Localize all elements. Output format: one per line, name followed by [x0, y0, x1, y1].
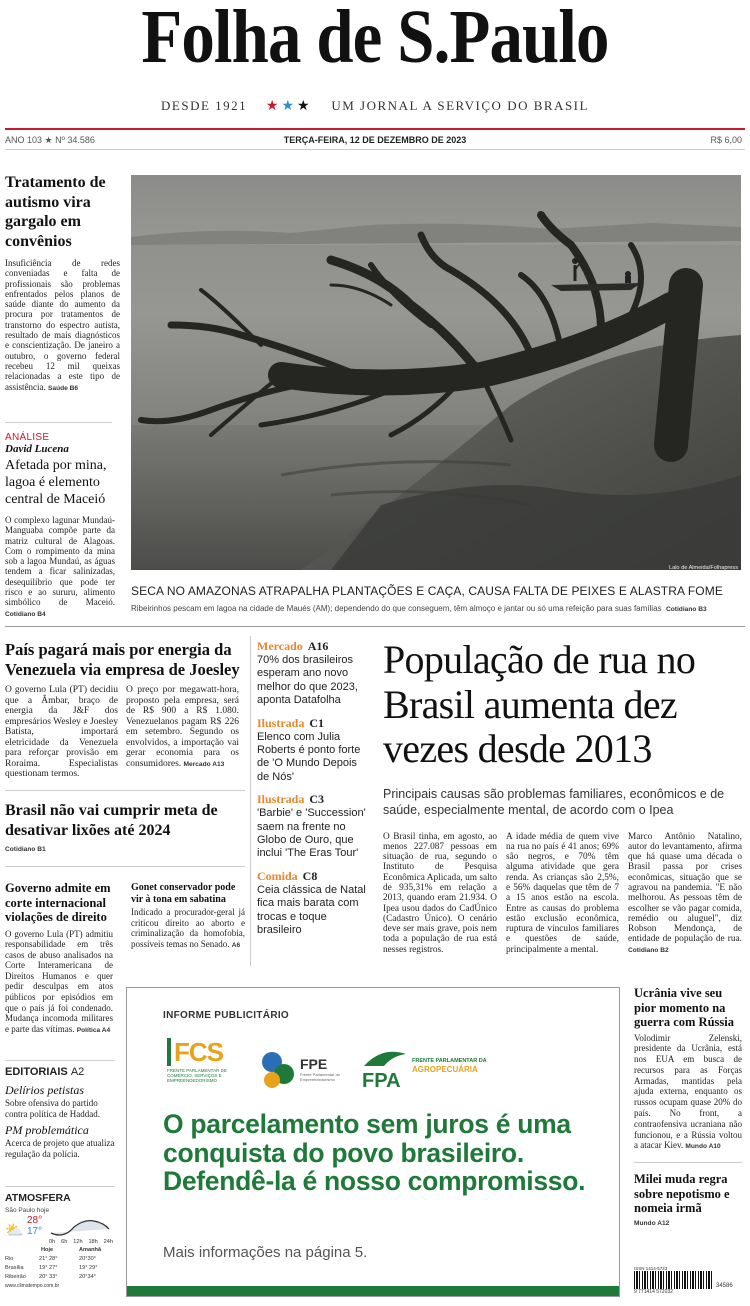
issue-number: ANO 103 ★ Nº 34.586	[5, 135, 95, 145]
section-item[interactable]: Mercado A16 70% dos brasileiros esperam ano novo melhor do que 2023, aponta Datafolha	[257, 639, 358, 707]
story-body: O complexo lagunar Mundaú-Manguaba compõe parte da matriz cultural de Alagoas. Com o rompimento da mina sob a lagoa Mundaú, as águas tendem a ficar salinizadas, desequilíbrio que pode ter risco e ao sururu, alimento simbólico de Maceió. Cotidiano B4	[5, 515, 115, 618]
price: R$ 6,00	[710, 135, 742, 145]
divider	[634, 1162, 742, 1163]
story-body: O governo Lula (PT) admitiu responsabilidade em três casos de abuso analisados na Corte Interamericana de Direitos Humanos e quer pedir desculpas em atos públicos por episódios em que o país já foi condenado. Mudança incomoda militares e parte das vítimas. Política A4	[5, 928, 113, 1034]
lead-body-col3: Marco Antônio Natalino, autor do levantamento, afirma que há quase uma década o Brasil passa por crises econômicas, situação que se agravou na pandemia. "E não melhorou. As pessoas têm de escolher se vão pagar comida, remédio ou aluguel", diz Robson Mendonça, de entidade de população de rua. Cotidiano B2	[628, 831, 742, 954]
headline[interactable]: Tratamento de autismo vira gargalo em convênios	[5, 174, 106, 250]
lead-body-col2: A idade média de quem vive na rua no país é 41 anos; 69% são negros, e 70% têm alguma atividade que gera renda. As crianças são 2,5%, e 56% daquelas que têm de 7 a 15 anos estão na escola. Entre as causas do problema estão exclusão econômica, ruptura de vínculos familiares e questões de saúde, principalmente a mental.	[506, 831, 619, 955]
barcode-bars	[634, 1271, 712, 1289]
editorials-title: EDITORIAIS	[5, 1066, 68, 1078]
stars-icon: ★★★	[265, 99, 313, 114]
photo-caption-headline[interactable]: SECA NO AMAZONAS ATRAPALHA PLANTAÇÕES E CAÇA, CAUSA FALTA DE PEIXES E ALASTRA FOME	[131, 584, 723, 598]
kicker: ANÁLISE	[5, 432, 50, 443]
temp-min: 17°	[27, 1226, 43, 1237]
weather-title: ATMOSFERA	[5, 1192, 71, 1204]
page-ref: Saúde B6	[48, 384, 79, 392]
weather-city: São Paulo hoje	[5, 1207, 50, 1214]
weather-row: Ribeirão 20° 33° 20°34°	[5, 1274, 96, 1280]
page-ref: Cotidiano B2	[628, 946, 669, 954]
page-ref: Cotidiano B3	[665, 606, 707, 613]
page-ref: Mundo A10	[685, 1143, 721, 1151]
story-ucrania[interactable]	[634, 986, 742, 1153]
weather-row: Brasília 19° 27° 19° 29°	[5, 1265, 98, 1271]
headline[interactable]: Afetada por mina, lagoa é elemento central de Maceió	[5, 458, 107, 507]
temperature-curve	[49, 1217, 111, 1239]
advertisement[interactable]	[126, 987, 620, 1297]
fpa-leaf-icon	[362, 1050, 408, 1068]
sections-list	[257, 639, 367, 938]
headline[interactable]: Gonet conservador pode vir à tona em sabatina	[131, 882, 236, 905]
masthead-motto	[0, 98, 750, 115]
tagline: UM JORNAL A SERVIÇO DO BRASIL	[331, 98, 589, 113]
section-item[interactable]: Ilustrada C1 Elenco com Julia Roberts é ponto forte de 'O Mundo Depois de Nós'	[257, 715, 361, 783]
lead-subhead: Principais causas são problemas familiares, econômicos e de saúde, especialmente mental, de acordo com o Ipea	[383, 786, 725, 817]
page-ref: A6	[231, 941, 241, 949]
photo-credit: Lalo de Almeida/Folhapress	[668, 565, 738, 570]
fpe-logo: FPE Frente Parlamentar do Empreendedorismo	[260, 1050, 350, 1090]
story-body: Indicado a procurador-geral já criticou direito ao aborto e criminalização da homofobia, possíveis temas no Senado. A6	[131, 907, 245, 949]
since-label: DESDE 1921	[161, 98, 248, 113]
edition-date: TERÇA-FEIRA, 12 DE DEZEMBRO DE 2023	[283, 135, 467, 145]
fcs-logo: FCS FRENTE PARLAMENTAR DE COMÉRCIO, SERVIÇOS E EMPREENDEDORISMO	[167, 1038, 237, 1084]
story-body-col1: O governo Lula (PT) decidiu que a Âmbar, braço de energia da J&F dos empresários Wesley e Joesley Batista, importará eletricidade da Venezuela para reforçar provisão em Roraima. Especialistas questionam termos.	[5, 685, 118, 779]
lead-story[interactable]	[383, 638, 745, 956]
divider	[5, 866, 245, 867]
masthead-title[interactable]: Folha de S.Paulo	[141, 0, 609, 79]
story-milei[interactable]	[634, 1172, 742, 1227]
editorials[interactable]: EDITORIAIS A2 Delírios petistas Sobre ofensiva do partido contra política de Haddad. PM problemática Acerca de projeto que atualiza regulação da polícia.	[5, 1066, 115, 1159]
story-corte[interactable]	[5, 881, 113, 1036]
divider	[250, 636, 251, 966]
divider	[5, 1060, 115, 1061]
lead-body-col1: O Brasil tinha, em agosto, ao menos 227.087 pessoas em situação de rua, segundo o Instituto de Pesquisa Econômica Aplicada, um salto de 935,31% em relação a 2013, quando eram 21.934. O Ipea usou dados do CadÚnico (Cadastro Único). O cenário deve ser mais grave, pois nem toda a população de rua está nesses registros.	[383, 831, 497, 955]
author: David Lucena	[5, 443, 69, 455]
photo-caption: Ribeirinhos pescam em lagoa na cidade de Maués (AM); dependendo do que conseguem, têm almoço e jantar ou só uma refeição para suas famílias Cotidiano B3	[131, 604, 707, 613]
masthead-rule	[5, 128, 745, 130]
editorial-text: Sobre ofensiva do partido contra política de Haddad.	[5, 1098, 100, 1119]
page-ref: Cotidiano B4	[5, 610, 46, 618]
headline[interactable]: Brasil não vai cumprir meta de desativar lixões até 2024	[5, 802, 218, 839]
divider	[5, 1186, 115, 1187]
lead-photo[interactable]	[131, 175, 741, 570]
section-item[interactable]: Ilustrada C3 'Barbie' e 'Succession' saem na frente no Globo de Ouro, que inclui 'The Eras Tour'	[257, 792, 366, 860]
page-ref: Cotidiano B1	[5, 846, 46, 853]
editorial-title[interactable]: PM problemática	[5, 1123, 89, 1138]
page-ref: Política A4	[76, 1026, 111, 1034]
story-body: Insuficiência de redes conveniadas e falta de profissionais são problemas enfrentados pelos planos de saúde diante do aumento da procura por tratamentos de transtorno do espectro autista, resultado de mais diagnósticos e conscientização. De janeiro a outubro, o governo federal recebeu 12 mil queixas relacionadas a este tipo de assistência. Saúde B6	[5, 258, 120, 392]
story-body-col2: O preço por megawatt-hora, proposto pela empresa, será de R$ 900 a R$ 1.080. Venezuelanos pagam R$ 226 em setembro. Segundo os envolvidos, a importação vai gerar economia para os consumidores. Mercado A13	[126, 685, 239, 769]
issn: ISSN 1414-5723	[634, 1266, 668, 1271]
headline[interactable]: Ucrânia vive seu pior momento na guerra com Rússia	[634, 986, 734, 1029]
barcode-number: 9 771414 572032	[634, 1289, 673, 1295]
headline[interactable]: Governo admite em corte internacional violações de direito	[5, 881, 111, 924]
cloud-sun-icon: ⛅	[5, 1221, 24, 1239]
weather-site: www.climatempo.com.br	[5, 1283, 60, 1289]
issue-code: 34586	[716, 1283, 733, 1289]
editorial-title[interactable]: Delírios petistas	[5, 1083, 85, 1097]
headline[interactable]: País pagará mais por energia da Venezuela via empresa de Joesley	[5, 640, 240, 679]
page-ref: Mercado A13	[183, 760, 225, 768]
ad-footer: Mais informações na página 5.	[163, 1244, 368, 1261]
ad-label: INFORME PUBLICITÁRIO	[163, 1010, 289, 1021]
story-autismo[interactable]	[5, 173, 120, 394]
fpa-logo: FPA FRENTE PARLAMENTAR DA AGROPECUÁRIA	[362, 1050, 512, 1093]
lead-headline[interactable]: População de rua no Brasil aumenta dez vezes desde 2013	[383, 637, 696, 771]
ad-headline: O parcelamento sem juros é uma conquista do povo brasileiro. Defendê-la é nosso compromisso.	[163, 1109, 586, 1196]
section-item[interactable]: Comida C8 Ceia clássica de Natal fica mais barata com trocas e toque brasileiro	[257, 868, 366, 937]
story-maceio[interactable]	[5, 432, 115, 620]
ad-green-bar	[127, 1286, 619, 1296]
divider	[5, 149, 745, 150]
editorial-text: Acerca de projeto que atualiza regulação da polícia.	[5, 1138, 115, 1159]
hour-axis: 0h 6h 12h 18h 24h	[49, 1239, 113, 1245]
tree-photo-illustration	[131, 175, 741, 570]
story-body: Volodimir Zelenski, presidente da Ucrânia, está nos EUA em busca de recursos para as Forças Armadas, mantidas pela ajuda externa, enquanto os russos ocupam quase 20% do país. No front, a contraofensiva ucraniana não funcionou, e a Rússia voltou a atacar Kiev. Mundo A10	[634, 1032, 742, 1151]
temp-max: 28°	[27, 1215, 43, 1226]
fpe-emblem-icon	[260, 1050, 296, 1090]
barcode	[634, 1266, 742, 1295]
divider	[5, 626, 745, 627]
weather-row: Rio 21° 28° 20°30°	[5, 1256, 96, 1262]
divider	[5, 790, 245, 791]
page-ref: Mundo A12	[634, 1219, 670, 1227]
story-gonet[interactable]	[131, 882, 245, 951]
weather-box: ATMOSFERA São Paulo hoje ⛅ 28° 17° 0h 6h 12h 18h 24h Hoje Amanhã Rio 21° 28° 20°30° Brasília 19° 27° 19° 29° Ribeirão 20° 33° 20°34° www.climatempo.com.br	[5, 1192, 113, 1289]
headline[interactable]: Milei muda regra sobre nepotismo e nomeia irmã	[634, 1172, 730, 1215]
divider	[5, 422, 112, 423]
story-lixoes[interactable]	[5, 801, 245, 853]
story-energia[interactable]	[5, 640, 245, 780]
